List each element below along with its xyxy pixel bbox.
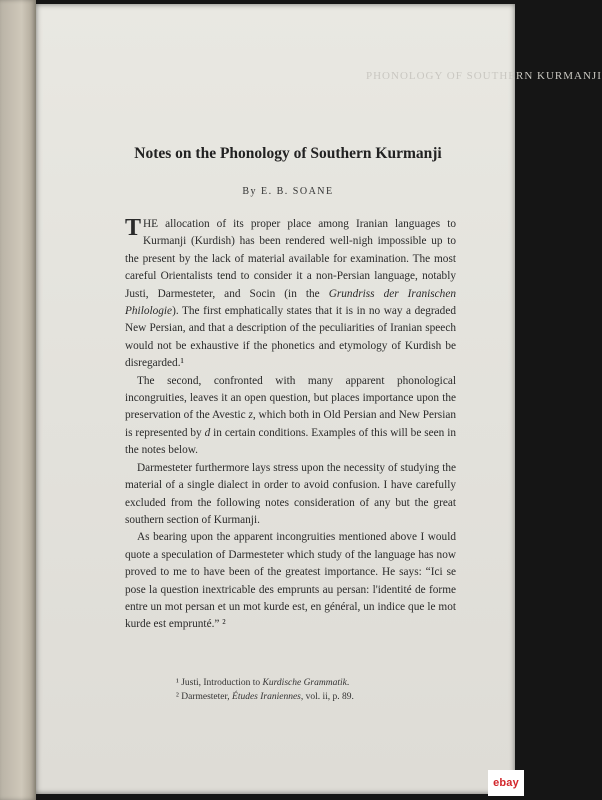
article-body [125,216,456,634]
footnote-2-italic: Études Iraniennes [232,692,301,702]
paragraph-1-text: HE allocation of its proper place among Iranian languages to Kurmanji (Kurdish) has been rendered well-nigh impossible up to the present by the lack of material available for examination. The most careful Orientalists tend to consider it a non-Persian language, notably Justi, Darmesteter, and Socin (in the [125,218,456,300]
footnote-2-suffix: , vol. ii, p. 89. [300,692,354,702]
paragraph-1 [125,216,456,373]
article-title: Notes on the Phonology of Southern Kurmanji [134,145,442,162]
paragraph-2-text-b: , which both in Old Persian and New Persian is represented by [125,409,457,439]
paragraph-1-tail: ). The first emphatically states that it is in no way a degraded New Persian, and that a description of the peculiarities of Iranian speech would not be exhaustive if the phonetics and etymology of Kurdish be disregarded.¹ [125,305,456,370]
footnote-2-prefix: ² Darmesteter, [176,692,233,702]
book-backing-edge [0,0,36,800]
paragraph-3: Darmesteter furthermore lays stress upon the necessity of studying the material of a single dialect in order to avoid confusion. I have carefully excluded from the following notes consideration of any but the great southern section of Kurmanji. [125,461,456,526]
paragraph-2 [125,373,456,460]
footnote-2 [176,690,476,704]
footnotes [176,676,476,704]
paragraph-2-italic-z: z [248,409,253,422]
paragraph-1-italic: Grundriss der Iranischen Philologie [125,287,456,318]
paragraph-2-italic-d: d [204,426,211,439]
footnote-1-prefix: ¹ Justi, Introduction to [176,678,263,688]
footnote-1 [176,676,476,690]
paragraph-2-text-c: in certain conditions. Examples of this will be seen in the notes below. [125,426,456,457]
footnote-1-suffix: . [346,678,350,688]
book-page [36,4,602,794]
footnote-1-italic: Kurdische Grammatik [262,678,347,688]
article-byline: By E. B. SOANE [242,186,334,197]
ebay-watermark-logo: ebay [488,770,524,796]
bleed-through-header: PHONOLOGY OF SOUTHERN KURMANJI [366,70,602,82]
paragraph-4: As bearing upon the apparent incongruities mentioned above I would quote a speculation of Darmesteter which study of the language has now proved to me to have been of the greatest importance. He says: “Ici se pose la question inextricable des emprunts au persan: l'identité de forme entre un mot persan et un mot kurde est, en général, un indice que le mot kurde est emprunté.” ² [125,531,456,631]
paragraph-2-text-a: The second, confronted with many apparent phonological incongruities, leaves it an open question, but places importance upon the preservation of the Avestic [125,374,456,422]
drop-cap: T [125,215,142,241]
